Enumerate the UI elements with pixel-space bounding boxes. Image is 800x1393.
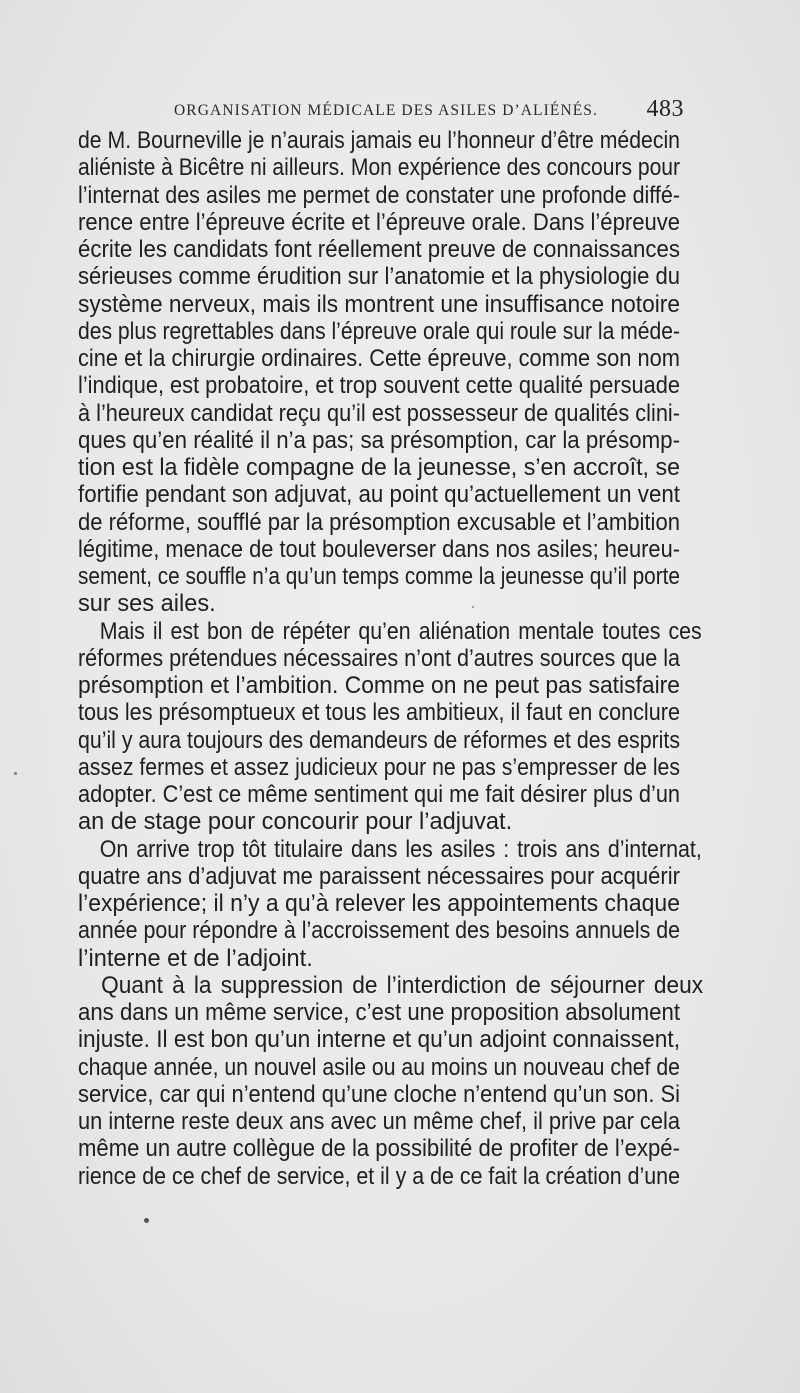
text-line: Quant à la suppression de l’interdiction de séjourner deux <box>101 972 704 999</box>
text-line: sérieuses comme érudition sur l’anatomie et la physiologie du <box>78 264 681 291</box>
text-line: ans dans un même service, c’est une proposition absolument <box>78 1000 680 1026</box>
text-line: réformes prétendues nécessaires n’ont d’autres sources que la <box>78 645 681 672</box>
running-title: ORGANISATION MÉDICALE DES ASILES D’ALIÉNÉS. <box>173 102 599 119</box>
text-line: an de stage pour concourir pour l’adjuvat. <box>78 809 513 836</box>
text-line: sement, ce souffle n’a qu’un temps comme la jeunesse qu’il porte <box>78 564 681 590</box>
paragraph-1 <box>78 128 680 619</box>
ink-speck <box>472 606 474 608</box>
text-line: rence entre l’épreuve écrite et l’épreuve orale. Dans l’épreuve <box>78 209 681 236</box>
text-line: qu’il y aura toujours des demandeurs de réformes et des esprits <box>78 727 680 754</box>
text-line: présomption et l’ambition. Comme on ne peut pas satisfaire <box>78 673 680 699</box>
text-line: tion est la fidèle compagne de la jeunesse, s’en accroît, se <box>78 455 681 481</box>
text-line: ques qu’en réalité il n’a pas; sa présomption, car la présomp- <box>78 427 681 454</box>
page-header <box>78 96 684 126</box>
text-line: adopter. C’est ce même sentiment qui me fait désirer plus d’un <box>78 782 681 808</box>
text-line: service, car qui n’entend qu’une cloche n’entend qu’un son. Si <box>78 1081 681 1108</box>
text-line: même un autre collègue de la possibilité de profiter de l’expé- <box>78 1136 680 1163</box>
text-line: à l’heureux candidat reçu qu’il est possesseur de qualités clini- <box>78 400 680 427</box>
paragraph-4 <box>78 972 704 1191</box>
text-line: sur ses ailes. <box>78 591 216 618</box>
text-line: écrite les candidats font réellement preuve de connaissances <box>78 237 680 263</box>
text-line: un interne reste deux ans avec un même chef, il prive par cela <box>78 1109 680 1135</box>
text-line: aliéniste à Bicêtre ni ailleurs. Mon expérience des concours pour <box>78 155 681 182</box>
text-line: année pour répondre à l’accroissement des besoins annuels de <box>78 918 681 945</box>
text-line: tous les présomptueux et tous les ambitieux, il faut en conclure <box>78 700 680 727</box>
text-line: On arrive trop tôt titulaire dans les asiles : trois ans d’internat, <box>99 836 702 863</box>
page-number: 483 <box>646 96 684 122</box>
body-text <box>78 128 704 1191</box>
text-line: l’interne et de l’adjoint. <box>78 945 313 972</box>
text-line: système nerveux, mais ils montrent une insuffisance notoire <box>78 291 680 318</box>
text-line: rience de ce chef de service, et il y a de ce fait la création d’une <box>78 1163 680 1190</box>
ink-speck <box>14 772 17 775</box>
text-line: Mais il est bon de répéter qu’en aliénation mentale toutes ces <box>99 618 702 645</box>
text-line: fortifie pendant son adjuvat, au point qu’actuellement un vent <box>78 482 680 509</box>
text-line: l’expérience; il n’y a qu’à relever les appointements chaque <box>78 891 680 917</box>
text-line: quatre ans d’adjuvat me paraissent nécessaires pour acquérir <box>78 863 680 890</box>
ink-speck <box>144 1218 149 1223</box>
text-line: de réforme, soufflé par la présomption excusable et l’ambition <box>78 509 680 536</box>
text-line: cine et la chirurgie ordinaires. Cette épreuve, comme son nom <box>78 346 680 372</box>
paragraph-3 <box>78 836 702 973</box>
text-line: injuste. Il est bon qu’un interne et qu’un adjoint connaissent, <box>78 1027 681 1054</box>
text-line: l’indique, est probatoire, et trop souvent cette qualité persuade <box>78 373 681 400</box>
text-line: de M. Bourneville je n’aurais jamais eu l’honneur d’être médecin <box>78 128 680 154</box>
text-line: légitime, menace de tout bouleverser dans nos asiles; heureu- <box>78 536 680 563</box>
text-line: l’internat des asiles me permet de constater une profonde diffé- <box>78 182 680 209</box>
text-line: des plus regrettables dans l’épreuve orale qui roule sur la méde- <box>78 318 681 345</box>
text-line: assez fermes et assez judicieux pour ne pas s’empresser de les <box>78 754 680 781</box>
text-line: chaque année, un nouvel asile ou au moins un nouveau chef de <box>78 1054 680 1081</box>
paragraph-2 <box>78 618 702 837</box>
